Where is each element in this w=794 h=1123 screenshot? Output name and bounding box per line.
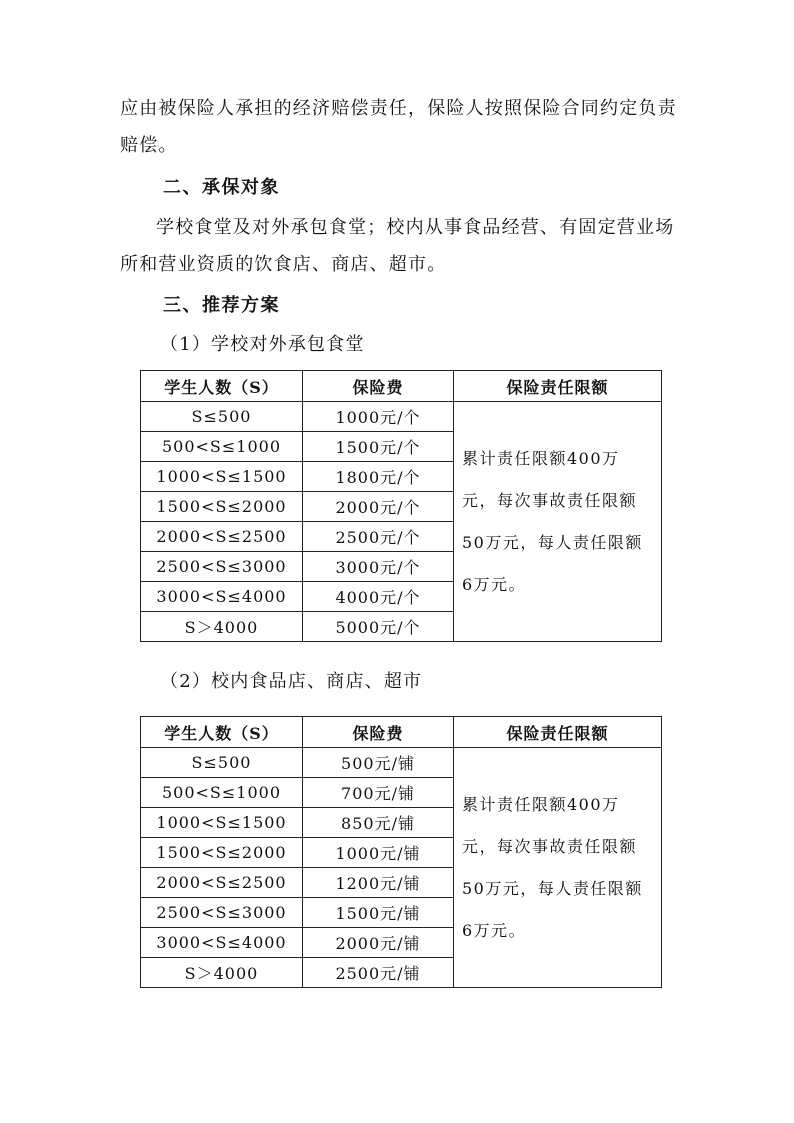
cell-students: 500<S≤1000 xyxy=(141,778,303,808)
cell-students: 3000<S≤4000 xyxy=(141,928,303,958)
header-students: 学生人数（S） xyxy=(141,717,303,748)
cell-premium: 1000元/铺 xyxy=(303,838,454,868)
table2-caption: （2）校内食品店、商店、超市 xyxy=(160,671,423,692)
table-header-row xyxy=(141,371,662,402)
cell-premium: 1500元/铺 xyxy=(303,898,454,928)
section3-heading: 三、推荐方案 xyxy=(163,295,280,316)
cell-students: 3000<S≤4000 xyxy=(141,582,303,612)
cell-students: 1500<S≤2000 xyxy=(141,492,303,522)
cell-premium: 700元/铺 xyxy=(303,778,454,808)
table-header-row xyxy=(141,717,662,748)
cell-premium: 1000元/个 xyxy=(303,402,454,432)
cell-students: 1000<S≤1500 xyxy=(141,808,303,838)
table2 xyxy=(140,716,662,988)
table1 xyxy=(140,370,662,642)
table-row xyxy=(141,748,662,778)
cell-premium: 2000元/个 xyxy=(303,492,454,522)
cell-premium: 1500元/个 xyxy=(303,432,454,462)
header-limit: 保险责任限额 xyxy=(454,717,662,748)
cell-premium: 5000元/个 xyxy=(303,612,454,642)
table-row xyxy=(141,402,662,432)
cell-premium: 850元/铺 xyxy=(303,808,454,838)
cell-students: 2000<S≤2500 xyxy=(141,868,303,898)
cell-limit: 累计责任限额400万元，每次事故责任限额50万元，每人责任限额6万元。 xyxy=(454,748,662,988)
cell-students: 2500<S≤3000 xyxy=(141,898,303,928)
header-students: 学生人数（S） xyxy=(141,371,303,402)
cell-students: S＞4000 xyxy=(141,612,303,642)
cell-students: S≤500 xyxy=(141,402,303,432)
cell-students: 1500<S≤2000 xyxy=(141,838,303,868)
cell-premium: 2000元/铺 xyxy=(303,928,454,958)
section2-heading: 二、承保对象 xyxy=(163,177,280,198)
cell-premium: 2500元/铺 xyxy=(303,958,454,988)
cell-premium: 3000元/个 xyxy=(303,552,454,582)
cell-premium: 4000元/个 xyxy=(303,582,454,612)
cell-students: 2000<S≤2500 xyxy=(141,522,303,552)
cell-students: 500<S≤1000 xyxy=(141,432,303,462)
cell-students: S＞4000 xyxy=(141,958,303,988)
header-limit: 保险责任限额 xyxy=(454,371,662,402)
header-premium: 保险费 xyxy=(303,371,454,402)
header-premium: 保险费 xyxy=(303,717,454,748)
cell-students: 1000<S≤1500 xyxy=(141,462,303,492)
cell-limit: 累计责任限额400万元，每次事故责任限额50万元，每人责任限额6万元。 xyxy=(454,402,662,642)
cell-premium: 2500元/个 xyxy=(303,522,454,552)
cell-premium: 500元/铺 xyxy=(303,748,454,778)
cell-premium: 1800元/个 xyxy=(303,462,454,492)
section2-text: 学校食堂及对外承包食堂；校内从事食品经营、有固定营业场所和营业资质的饮食店、商店、超市。 xyxy=(120,217,675,275)
intro-paragraph: 应由被保险人承担的经济赔偿责任，保险人按照保险合同约定负责赔偿。 xyxy=(120,98,677,156)
cell-students: 2500<S≤3000 xyxy=(141,552,303,582)
table1-caption: （1）学校对外承包食堂 xyxy=(160,334,365,355)
cell-premium: 1200元/铺 xyxy=(303,868,454,898)
cell-students: S≤500 xyxy=(141,748,303,778)
